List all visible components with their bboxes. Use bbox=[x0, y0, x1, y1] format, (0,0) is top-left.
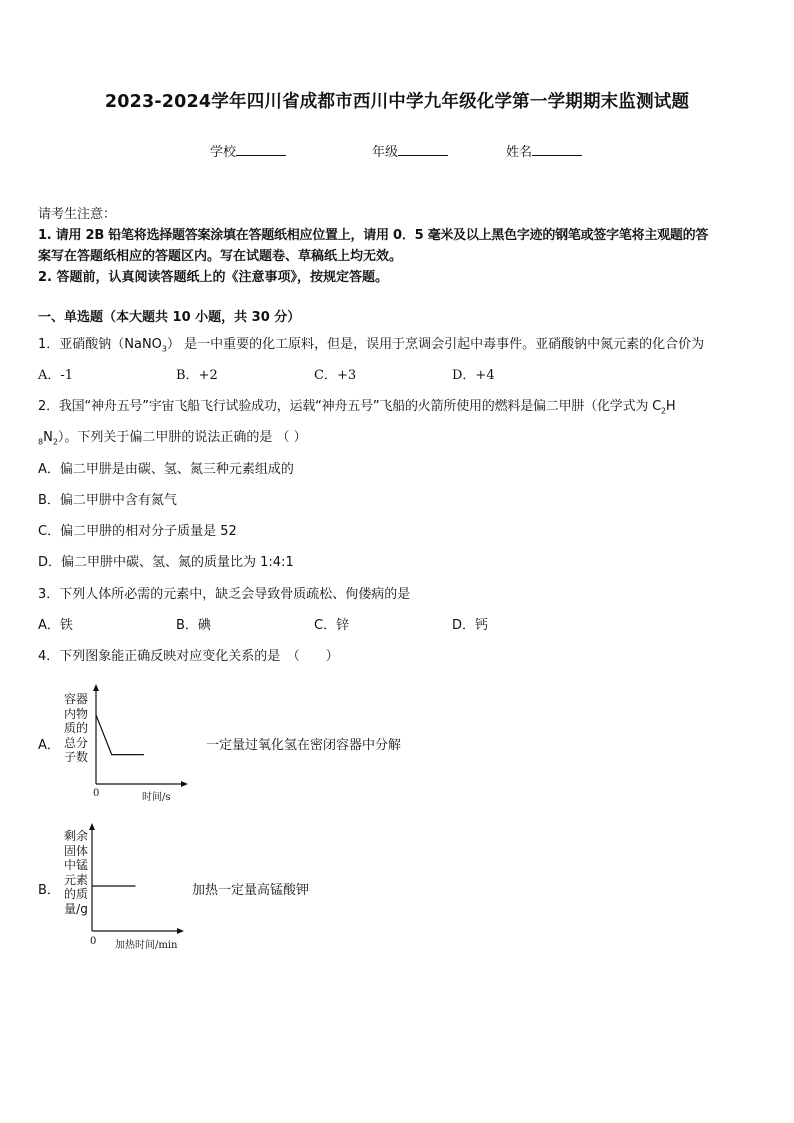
q4-a-graph bbox=[90, 684, 190, 786]
q4-a-y-arrow bbox=[93, 684, 99, 691]
name-blank bbox=[532, 143, 582, 156]
q2-line2-sub-1: 8 bbox=[38, 437, 44, 447]
q4-a-x-arrow bbox=[181, 781, 188, 787]
notice-heading: 请考生注意： bbox=[38, 207, 117, 222]
q2-line2-n: N bbox=[43, 430, 53, 445]
q4-option-a-letter: A． bbox=[38, 738, 60, 753]
page-title: 2023-2024学年四川省成都市西川中学九年级化学第一学期期末监测试题 bbox=[104, 92, 690, 112]
section-heading: 一、单选题（本大题共 10 小题，共 30 分） bbox=[38, 310, 301, 325]
q1-option-b: B．+2 bbox=[176, 368, 218, 383]
q3-option-a: A．铁 bbox=[38, 618, 73, 633]
q2-line1-end: H bbox=[665, 399, 676, 414]
q1-stem-pre: 1．亚硝酸钠（NaNO bbox=[38, 337, 162, 352]
q4-b-y-axis-label: 剩余固体中锰元素的质量/g bbox=[63, 829, 88, 916]
q4-a-curve bbox=[96, 715, 144, 755]
q2-option-a: A．偏二甲肼是由碳、氢、氮三种元素组成的 bbox=[38, 462, 294, 477]
name-label: 姓名 bbox=[506, 145, 533, 160]
grade-blank bbox=[398, 143, 448, 156]
q2-line1-sub: 2 bbox=[661, 406, 666, 416]
q2-option-d: D．偏二甲肼中碳、氢、氮的质量比为 1:4:1 bbox=[38, 555, 294, 570]
school-label: 学校 bbox=[210, 145, 237, 160]
question-2-line-1 bbox=[38, 395, 676, 416]
q4-b-x-axis-label: 加热时间/min bbox=[115, 940, 178, 951]
q2-option-b: B．偏二甲肼中含有氮气 bbox=[38, 493, 177, 508]
q2-option-c: C．偏二甲肼的相对分子质量是 52 bbox=[38, 524, 237, 539]
notice-item-1-line-1: 1. 请用 2B 铅笔将选择题答案涂填在答题纸相应位置上，请用 0．5 毫米及以上黑色字迹的钢笔或签字笔将主观题的答 bbox=[38, 228, 709, 243]
q1-option-d: D．+4 bbox=[452, 368, 495, 383]
q2-line1-text: 2．我国“神舟五号”宇宙飞船飞行试验成功，运载“神舟五号”飞船的火箭所使用的燃料是偏二甲肼（化学式为 C bbox=[38, 399, 662, 414]
q3-option-b: B．碘 bbox=[176, 618, 211, 633]
q1-option-a: A．-1 bbox=[38, 368, 74, 383]
q4-a-description: 一定量过氧化氢在密闭容器中分解 bbox=[206, 738, 402, 753]
q4-b-y-arrow bbox=[89, 823, 95, 830]
q3-option-c: C．锌 bbox=[314, 618, 350, 633]
q4-b-x-arrow bbox=[177, 928, 184, 934]
q4-a-y-axis-label: 容器内物质的总分子数 bbox=[63, 692, 88, 764]
grade-field bbox=[372, 141, 448, 160]
q4-b-graph bbox=[86, 823, 186, 933]
question-3-stem: 3．下列人体所必需的元素中，缺乏会导致骨质疏松、佝偻病的是 bbox=[38, 587, 411, 602]
grade-label: 年级 bbox=[372, 145, 399, 160]
q2-line2-post: ）。下列关于偏二甲肼的说法正确的是 （ ） bbox=[57, 430, 307, 445]
q4-b-description: 加热一定量高锰酸钾 bbox=[192, 883, 310, 898]
question-1-stem bbox=[38, 333, 704, 354]
q1-stem-post: ） 是一中重要的化工原料，但是，误用于烹调会引起中毒事件。亚硝酸钠中氮元素的化合价为 bbox=[167, 337, 705, 352]
school-field bbox=[210, 141, 286, 160]
q3-option-d: D．钙 bbox=[452, 618, 489, 633]
notice-item-1-line-2: 案写在答题纸相应的答题区内。写在试题卷、草稿纸上均无效。 bbox=[38, 249, 403, 264]
q4-b-origin: 0 bbox=[90, 936, 97, 947]
notice-item-2: 2. 答题前，认真阅读答题纸上的《注意事项》，按规定答题。 bbox=[38, 270, 389, 285]
question-4-stem: 4．下列图象能正确反映对应变化关系的是 （ ） bbox=[38, 649, 339, 664]
q4-a-x-axis-label: 时间/s bbox=[142, 792, 171, 803]
q1-option-c: C．+3 bbox=[314, 368, 357, 383]
name-field bbox=[506, 141, 582, 160]
q4-a-origin: 0 bbox=[93, 788, 100, 799]
q1-stem-sub: 3 bbox=[161, 344, 168, 354]
q2-line2-sub-2: 2 bbox=[52, 437, 58, 447]
q4-option-b-letter: B． bbox=[38, 883, 60, 898]
question-2-line-2 bbox=[38, 426, 307, 447]
school-blank bbox=[236, 143, 286, 156]
